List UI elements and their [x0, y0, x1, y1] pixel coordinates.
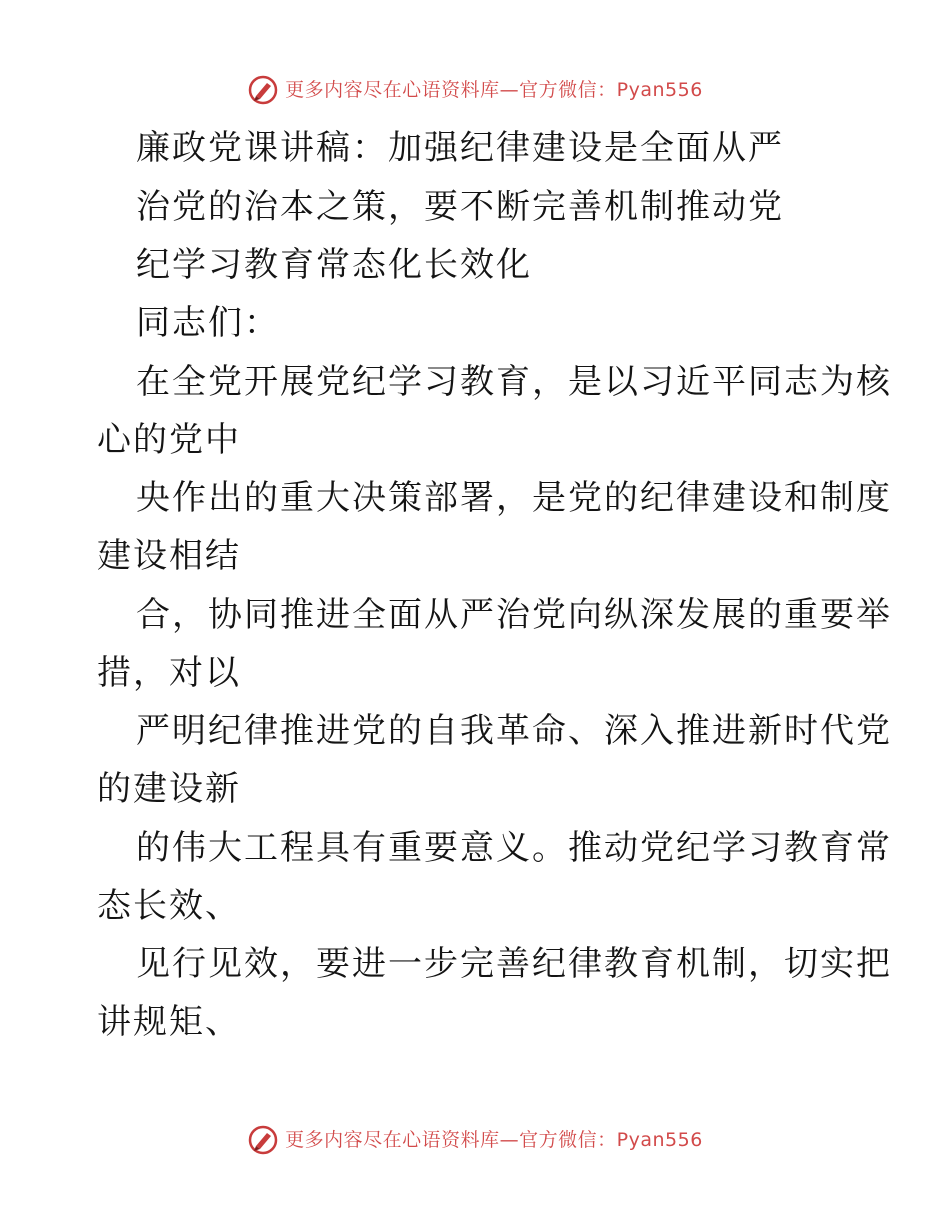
body-line: 的建设新: [97, 769, 241, 809]
body-line: 见行见效，要进一步完善纪律教育机制，切实把: [136, 944, 892, 984]
title-line-1: 廉政党课讲稿：加强纪律建设是全面从严: [136, 128, 784, 168]
body-line: 态长效、: [97, 886, 241, 926]
body-line: 严明纪律推进党的自我革命、深入推进新时代党: [136, 711, 892, 751]
body-line: 讲规矩、: [97, 1002, 241, 1042]
footer-watermark: [0, 1122, 950, 1158]
pen-circle-logo-icon: [247, 74, 279, 106]
title-line-2: 治党的治本之策，要不断完善机制推动党: [136, 187, 784, 227]
watermark-text: 更多内容尽在心语资料库—官方微信：Pyan556: [285, 1129, 703, 1151]
body-line: 建设相结: [97, 536, 241, 576]
body-line: 央作出的重大决策部署，是党的纪律建设和制度: [136, 478, 892, 518]
header-watermark: [0, 72, 950, 108]
watermark-text: 更多内容尽在心语资料库—官方微信：Pyan556: [285, 79, 703, 101]
body-line: 心的党中: [97, 420, 241, 460]
salutation: 同志们：: [136, 303, 280, 343]
body-line: 的伟大工程具有重要意义。推动党纪学习教育常: [136, 828, 892, 868]
body-line: 在全党开展党纪学习教育，是以习近平同志为核: [136, 362, 892, 402]
body-line: 合，协同推进全面从严治党向纵深发展的重要举: [136, 595, 892, 635]
pen-circle-logo-icon: [247, 1124, 279, 1156]
body-line: 措，对以: [97, 653, 241, 693]
title-line-3: 纪学习教育常态化长效化: [136, 245, 532, 285]
